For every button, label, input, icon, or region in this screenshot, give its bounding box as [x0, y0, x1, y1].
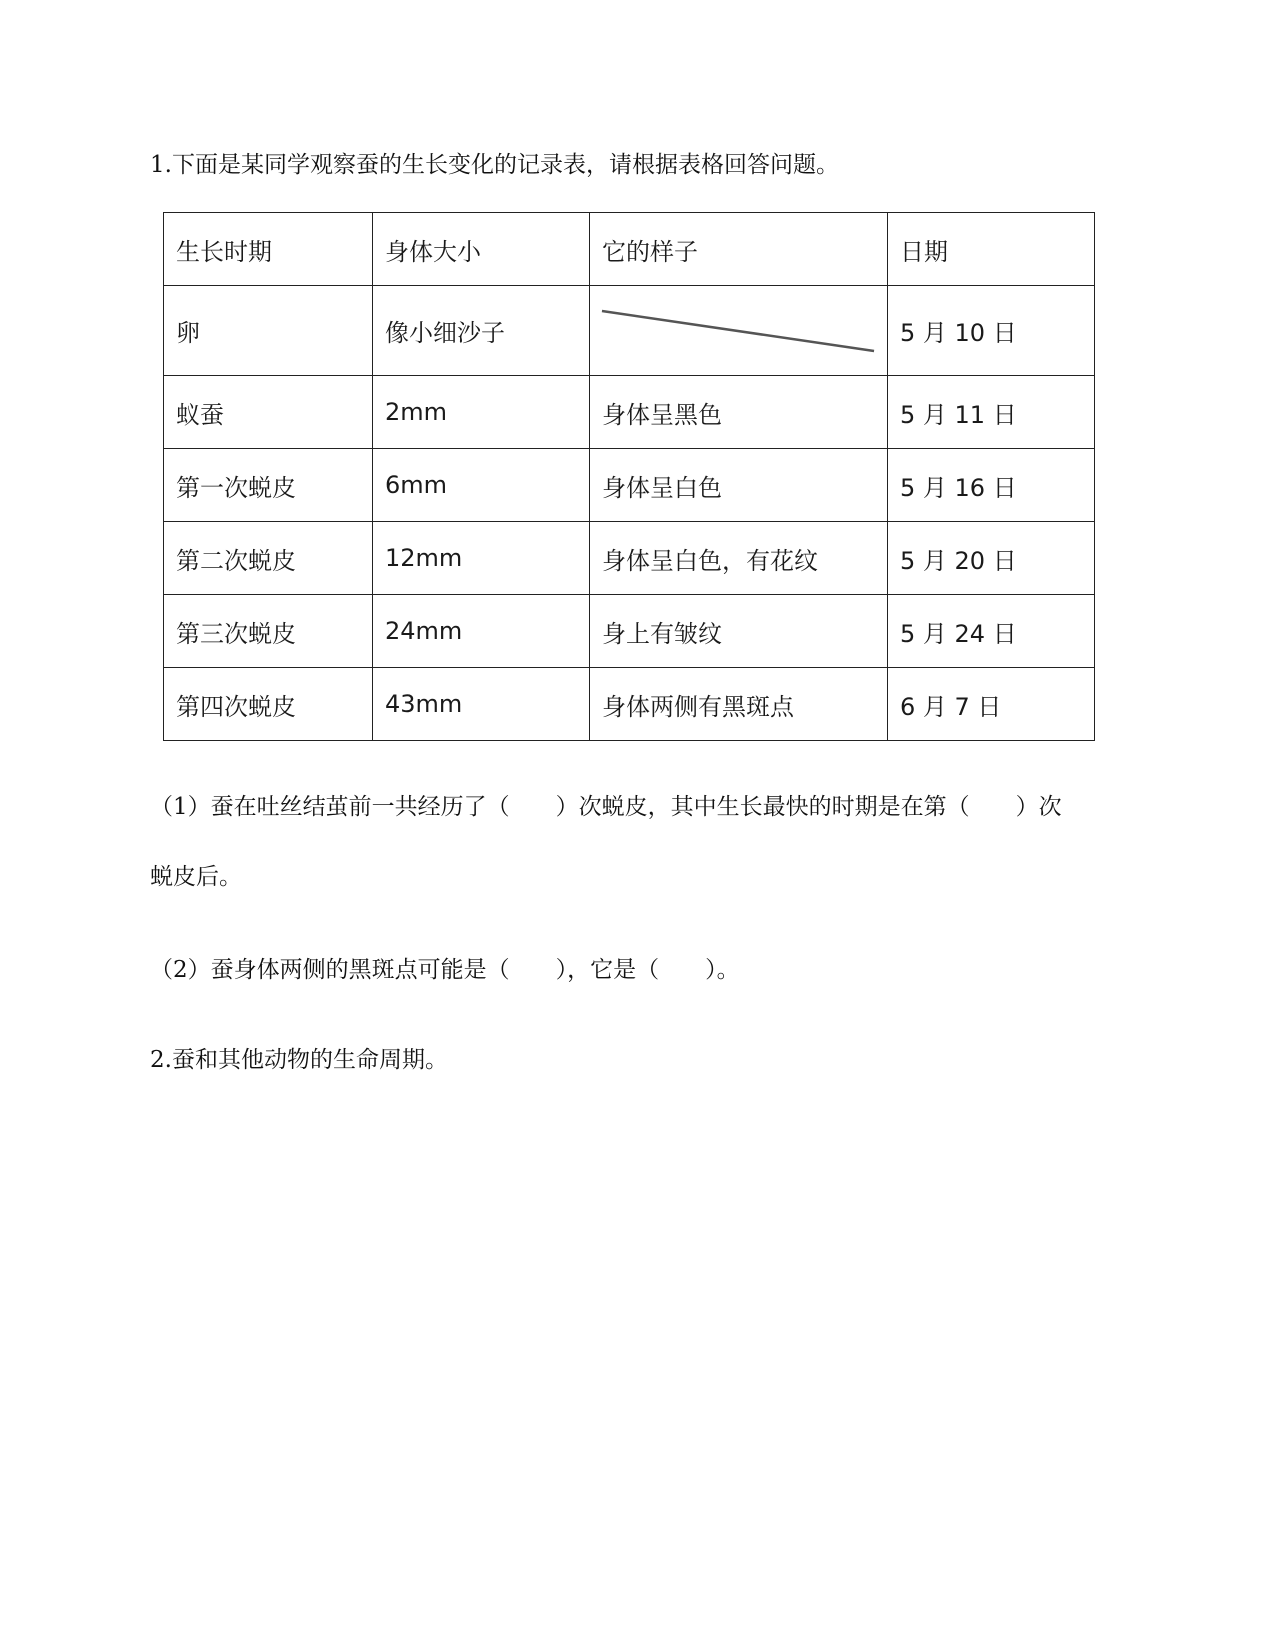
header-appearance: 它的样子 — [590, 213, 888, 286]
question-1-title: 1.下面是某同学观察蚕的生长变化的记录表，请根据表格回答问题。 — [150, 152, 839, 178]
header-period: 生长时期 — [164, 213, 373, 286]
cell-size: 43mm — [373, 668, 590, 741]
table-header-row — [164, 213, 1095, 286]
cell-size: 像小细沙子 — [373, 286, 590, 376]
cell-size: 12mm — [373, 522, 590, 595]
cell-appearance-empty — [590, 286, 888, 376]
cell-size: 6mm — [373, 449, 590, 522]
cell-period: 第四次蜕皮 — [164, 668, 373, 741]
table-row — [164, 595, 1095, 668]
cell-appearance: 身体呈白色，有花纹 — [590, 522, 888, 595]
cell-period: 第二次蜕皮 — [164, 522, 373, 595]
question-1-sub-1-line-2: 蜕皮后。 — [150, 864, 242, 890]
cell-date: 5 月 24 日 — [888, 595, 1095, 668]
table-row — [164, 286, 1095, 376]
cell-date: 5 月 10 日 — [888, 286, 1095, 376]
table-row — [164, 449, 1095, 522]
table-row — [164, 376, 1095, 449]
header-size: 身体大小 — [373, 213, 590, 286]
cell-size: 2mm — [373, 376, 590, 449]
cell-date: 6 月 7 日 — [888, 668, 1095, 741]
silkworm-record-table — [163, 212, 1095, 741]
cell-period: 第一次蜕皮 — [164, 449, 373, 522]
question-1-sub-2: （2）蚕身体两侧的黑斑点可能是（ ），它是（ ）。 — [150, 957, 740, 983]
cell-date: 5 月 16 日 — [888, 449, 1095, 522]
cell-appearance: 身体呈白色 — [590, 449, 888, 522]
cell-period: 蚁蚕 — [164, 376, 373, 449]
table-row — [164, 668, 1095, 741]
question-1-sub-1-line-1: （1）蚕在吐丝结茧前一共经历了（ ）次蜕皮，其中生长最快的时期是在第（ ）次 — [150, 794, 1062, 820]
cell-period: 第三次蜕皮 — [164, 595, 373, 668]
cell-appearance: 身体呈黑色 — [590, 376, 888, 449]
table-row — [164, 522, 1095, 595]
question-2-title: 2.蚕和其他动物的生命周期。 — [150, 1047, 448, 1073]
cell-size: 24mm — [373, 595, 590, 668]
cell-date: 5 月 20 日 — [888, 522, 1095, 595]
cell-date: 5 月 11 日 — [888, 376, 1095, 449]
cell-appearance: 身体两侧有黑斑点 — [590, 668, 888, 741]
header-date: 日期 — [888, 213, 1095, 286]
diagonal-slash-line — [590, 286, 887, 375]
cell-appearance: 身上有皱纹 — [590, 595, 888, 668]
cell-period: 卵 — [164, 286, 373, 376]
